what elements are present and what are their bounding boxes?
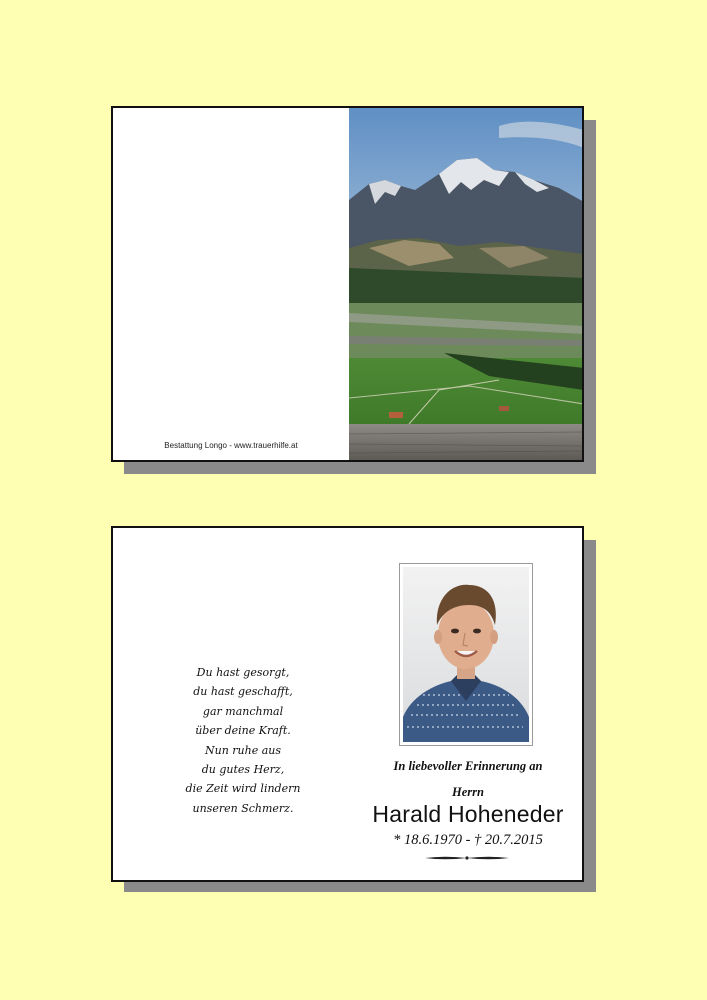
poem-line: über deine Kraft. xyxy=(195,724,291,738)
life-dates: * 18.6.1970 - † 20.7.2015 xyxy=(393,832,543,848)
landscape-photo xyxy=(349,108,584,460)
poem-line: unseren Schmerz. xyxy=(192,801,294,815)
funeral-home-credit: Bestattung Longo - www.trauerhilfe.at xyxy=(164,441,298,450)
deceased-name: Harald Hoheneder xyxy=(372,801,564,827)
poem-line: Nun ruhe aus xyxy=(204,743,281,757)
memorial-poem xyxy=(163,663,323,818)
memorial-heading: In liebevoller Erinnerung an xyxy=(393,759,543,773)
ornament-divider-icon xyxy=(425,854,509,862)
salutation: Herrn xyxy=(452,785,484,799)
poem-line: die Zeit wird lindern xyxy=(185,782,301,796)
portrait-photo xyxy=(399,563,533,746)
poem-line: Du hast gesorgt, xyxy=(196,666,290,679)
back-cover-panel xyxy=(113,108,349,460)
poem-line: du gutes Herz, xyxy=(201,763,285,777)
inner-card xyxy=(111,526,584,882)
cover-card xyxy=(111,106,584,462)
poem-line: du hast geschafft, xyxy=(193,685,293,699)
poem-line: gar manchmal xyxy=(202,704,284,718)
